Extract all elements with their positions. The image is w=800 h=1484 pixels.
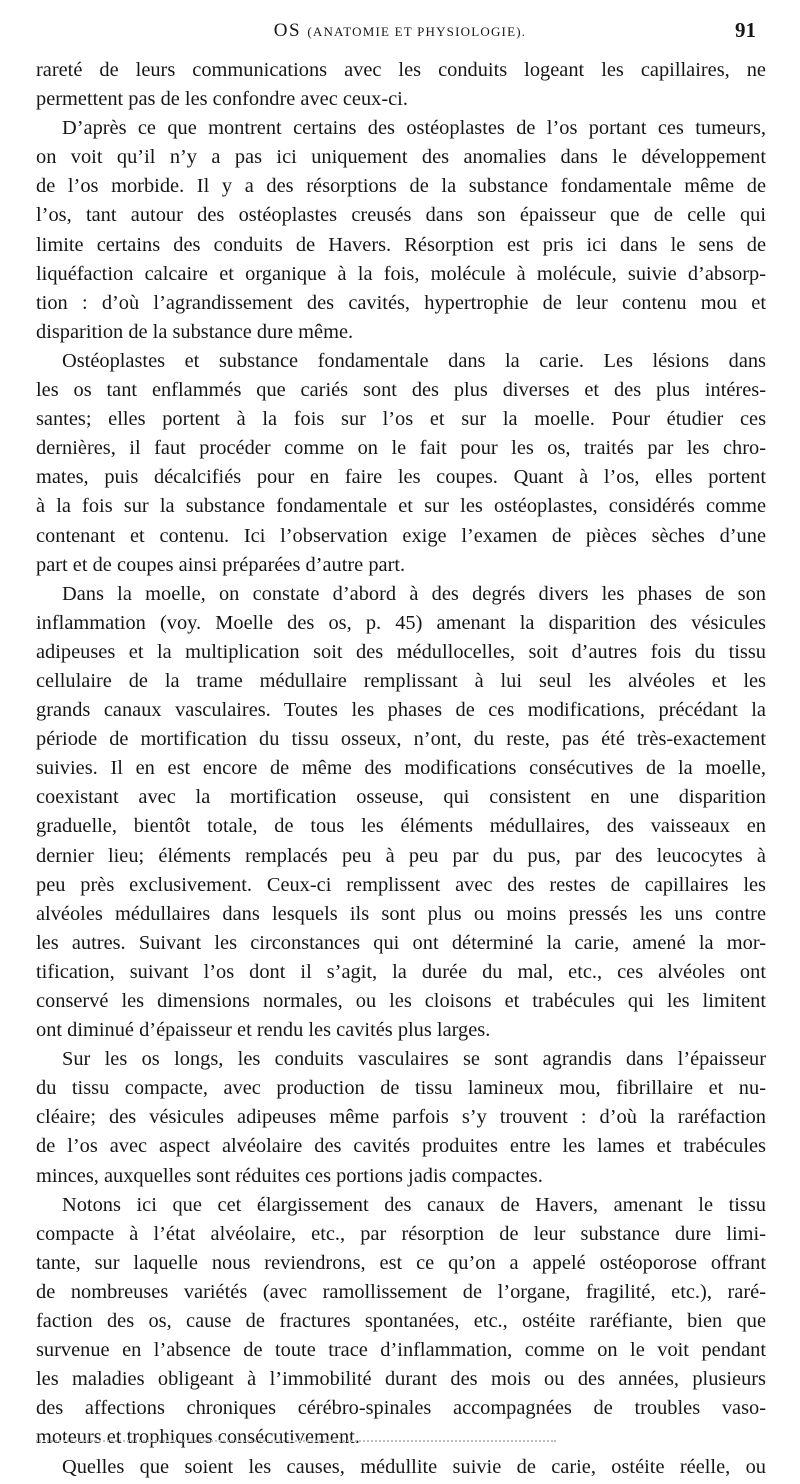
text-line: de l’os avec aspect alvéolaire des cavités produites entre les lames et trabécules [36,1135,766,1158]
text-line: mates, puis décalcifiés pour en faire les coupes. Quant à l’os, elles portent [36,466,766,489]
text-line: tante, sur laquelle nous reviendrons, est ce qu’on a appelé ostéoporose offrant [36,1251,766,1274]
text-line: survenue en l’absence de toute trace d’inflammation, comme on le voit pendant [36,1339,766,1362]
text-line: dernières, il faut procéder comme on le fait pour les os, traités par les chro- [36,437,766,460]
text-line: rareté de leurs communications avec les conduits logeant les capillaires, ne [36,59,766,81]
running-head [36,20,764,42]
text-line: des affections chroniques cérébro-spinales accompagnées de troubles vaso- [36,1397,766,1420]
text-line: les os tant enflammés que cariés sont des plus diverses et des plus intéres- [36,379,766,402]
running-head-main: OS [273,20,302,41]
text-line: on voit qu’il n’y a pas ici uniquement des anomalies dans le développement [36,146,766,169]
text-line: dernier lieu; éléments remplacés peu à peu par du pus, par des leucocytes à [36,844,766,867]
text-line: contenant et contenu. Ici l’observation exige l’examen de pièces sèches d’une [36,524,766,547]
page-number: 91 [735,18,756,42]
text-line: à la fois sur la substance fondamentale et sur les ostéoplastes, considérés comme [36,495,766,518]
text-line: permettent pas de les confondre avec ceux-ci. [36,88,408,111]
text-line: cellulaire de la trame médullaire remplissant à lui seul les alvéoles et les [36,669,766,692]
text-line: minces, auxquelles sont réduites ces portions jadis compactes. [36,1164,543,1187]
running-head-subtitle: (ANATOMIE ET PHYSIOLOGIE). [307,24,527,39]
text-line: part et de coupes ainsi préparées d’autre part. [36,553,406,576]
text-line: alvéoles médullaires dans lesquels ils sont plus ou moins pressés les uns contre [36,902,766,925]
text-line: ont diminué d’épaisseur et rendu les cavités plus larges. [36,1019,491,1042]
text-line: disparition de la substance dure même. [36,320,354,343]
text-line: cléaire; des vésicules adipeuses même parfois s’y trouvent : d’où la raréfaction [36,1106,766,1129]
text-line: adipeuses et la multiplication soit des médullocelles, soit d’autres fois du tissu [36,640,766,663]
text-line: faction des os, cause de fractures spontanées, etc., ostéite raréfiante, bien que [36,1310,766,1333]
text-line: Quelles que soient les causes, médullite suivie de carie, ostéite réelle, ou [62,1455,766,1478]
text-line: du tissu compacte, avec production de tissu lamineux mou, fibrillaire et nu- [36,1077,766,1100]
text-line: l’os, tant autour des ostéoplastes creusés dans son épaisseur que de celle qui [36,204,766,227]
text-line: Sur les os longs, les conduits vasculaires se sont agrandis dans l’épaisseur [62,1048,766,1071]
text-line: les autres. Suivant les circonstances qui ont déterminé la carie, amené la mor- [36,931,766,954]
text-line: de nombreuses variétés (avec ramollissement de l’organe, fragilité, etc.), raré- [36,1280,766,1303]
text-line: tification, suivant l’os dont il s’agit, la durée du mal, etc., ces alvéoles ont [36,960,766,983]
text-line: moteurs et trophiques consécutivement. [36,1426,360,1449]
text-line: conservé les dimensions normales, ou les cloisons et trabécules qui les limitent [36,990,766,1012]
text-line: tion : d’où l’agrandissement des cavités, hypertrophie de leur contenu mou et [36,291,766,314]
text-line: période de mortification du tissu osseux, n’ont, du reste, pas été très-exactement [36,728,766,751]
text-line: limite certains des conduits de Havers. Résorption est pris ici dans le sens de [36,233,766,256]
text-line: liquéfaction calcaire et organique à la fois, molécule à molécule, suivie d’absorp- [36,262,766,285]
text-line: santes; elles portent à la fois sur l’os et sur la moelle. Pour étudier ces [36,408,766,431]
text-line: les maladies obligeant à l’immobilité durant des mois ou des années, plusieurs [36,1368,766,1391]
text-line: Notons ici que cet élargissement des canaux de Havers, amenant le tissu [62,1193,766,1216]
text-line: graduelle, bientôt totale, de tous les éléments médullaires, des vaisseaux en [36,815,766,838]
text-line: Dans la moelle, on constate d’abord à des degrés divers les phases de son [62,582,766,605]
body-text [36,56,766,1482]
text-line: coexistant avec la mortification osseuse, qui consistent en une disparition [36,786,766,809]
page-header [36,20,764,50]
text-line: grands canaux vasculaires. Toutes les phases de ces modifications, précédant la [36,699,766,722]
text-line: compacte à l’état alvéolaire, etc., par résorption de leur substance dure limi- [36,1222,766,1245]
section-heading-line: Ostéoplastes et substance fondamentale dans la carie. Les lésions dans [62,349,766,372]
footer-dotted-rule [36,1440,556,1444]
text-line: de l’os morbide. Il y a des résorptions de la substance fondamentale même de [36,175,766,198]
text-line: suivies. Il en est encore de même des modifications consécutives de la moelle, [36,757,766,780]
text-line: peu près exclusivement. Ceux-ci remplissent avec des restes de capillaires les [36,873,766,896]
text-line: inflammation (voy. Moelle des os, p. 45) amenant la disparition des vésicules [36,611,766,634]
text-line: D’après ce que montrent certains des ostéoplastes de l’os portant ces tumeurs, [62,117,766,140]
